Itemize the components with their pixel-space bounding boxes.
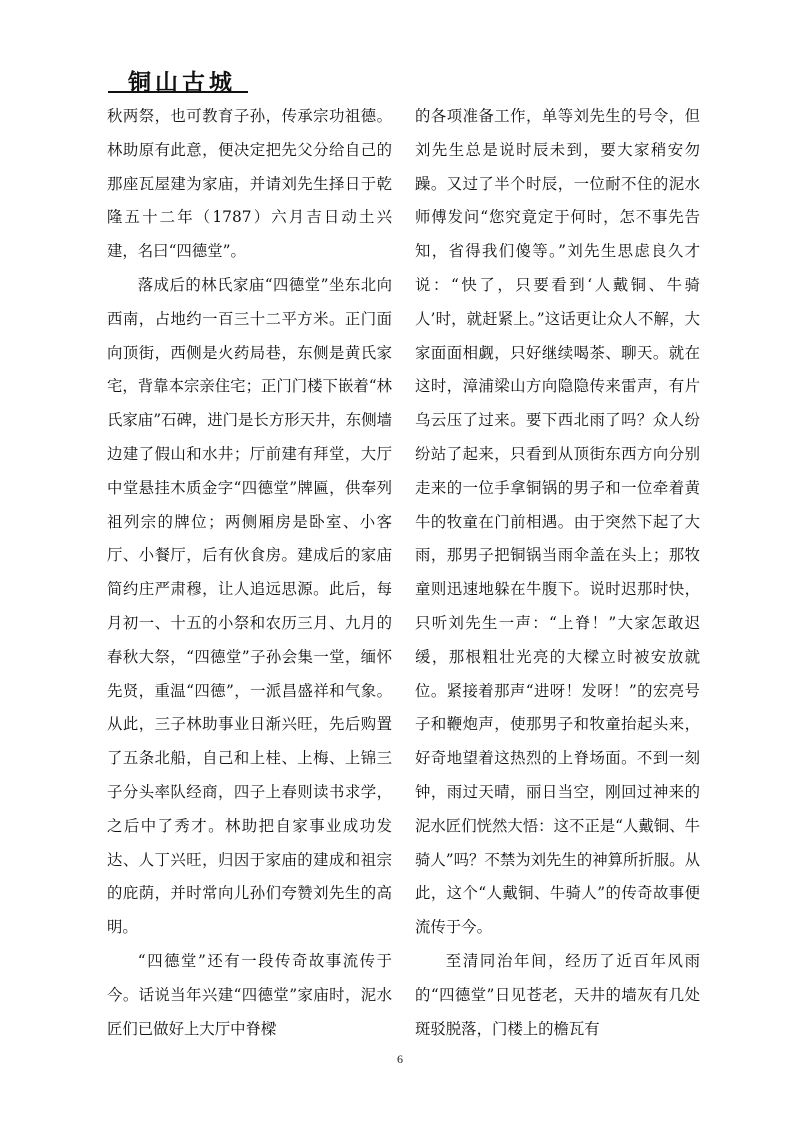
paragraph: “四德堂”还有一段传奇故事流传于今。话说当年兴建“四德堂”家庙时，泥水匠们已做好上大厅中脊樑 xyxy=(107,951,392,1038)
paragraph: 落成后的林氏家庙“四德堂”坐东北向西南，占地约一百三十二平方米。正门面向顶街，西侧是火药局巷，东侧是黄氏家宅，背靠本宗亲住宅；正门门楼下嵌着“林氏家庙”石碑，进门是长方形天井，东侧墙边建了假山和水井；厅前建有拜堂，大厅中堂悬挂木质金字“四德堂”牌匾，供奉列祖列宗的牌位；两侧厢房是卧室、小客厅、小餐厅，后有伙食房。建成后的家庙简约庄严肃穆，让人追远思源。此后，每月初一、十五的小祭和农历三月、九月的春秋大祭，“四德堂”子孙会集一堂，缅怀先贤，重温“四德”，一派昌盛祥和气象。从此，三子林助事业日渐兴旺，先后购置了五条北船，自己和上桂、上梅、上锦三子分头率队经商，四子上春则读书求学，之后中了秀才。林助把自家事业成功发达、人丁兴旺，归因于家庙的建成和祖宗的庇荫，并时常向儿孙们夸赞刘先生的高明。 xyxy=(107,275,392,937)
right-text-column xyxy=(415,100,700,1046)
paragraph: 秋两祭，也可教育子孙，传承宗功祖德。林助原有此意，便决定把先父分给自己的那座瓦屋建为家庙，并请刘先生择日于乾隆五十二年（1787）六月吉日动土兴建，名曰“四德堂”。 xyxy=(107,107,392,261)
left-text-column xyxy=(107,100,392,1046)
header-rule xyxy=(108,91,248,93)
running-header-title: 铜山古城 xyxy=(128,69,236,96)
page-number: 6 xyxy=(397,1052,403,1066)
paragraph: 的各项准备工作，单等刘先生的号令，但刘先生总是说时辰未到，要大家稍安勿躁。又过了半个时辰，一位耐不住的泥水师傅发问“您究竟定于何时，怎不事先告知，省得我们傻等。”刘先生思虑良久才说：“快了，只要看到‘人戴铜、牛骑人’时，就赶紧上。”这话更让众人不解，大家面面相觑，只好继续喝茶、聊天。就在这时，漳浦梁山方向隐隐传来雷声，有片乌云压了过来。要下西北雨了吗？众人纷纷站了起来，只看到从顶街东西方向分别走来的一位手拿铜锅的男子和一位牵着黄牛的牧童在门前相遇。由于突然下起了大雨，那男子把铜锅当雨伞盖在头上；那牧童则迅速地躲在牛腹下。说时迟那时快，只听刘先生一声：“上脊！”大家怎敢迟缓，那根粗壮光亮的大樑立时被安放就位。紧接着那声“进呀！发呀！”的宏亮号子和鞭炮声，使那男子和牧童抬起头来，好奇地望着这热烈的上脊场面。不到一刻钟，雨过天晴，丽日当空，刚回过神来的泥水匠们恍然大悟：这不正是“人戴铜、牛骑人”吗？不禁为刘先生的神算所折服。从此，这个“人戴铜、牛骑人”的传奇故事便流传于今。 xyxy=(415,107,700,937)
paragraph: 至清同治年间，经历了近百年风雨的“四德堂”日见苍老，天井的墙灰有几处斑驳脱落，门楼上的檐瓦有 xyxy=(415,951,700,1038)
